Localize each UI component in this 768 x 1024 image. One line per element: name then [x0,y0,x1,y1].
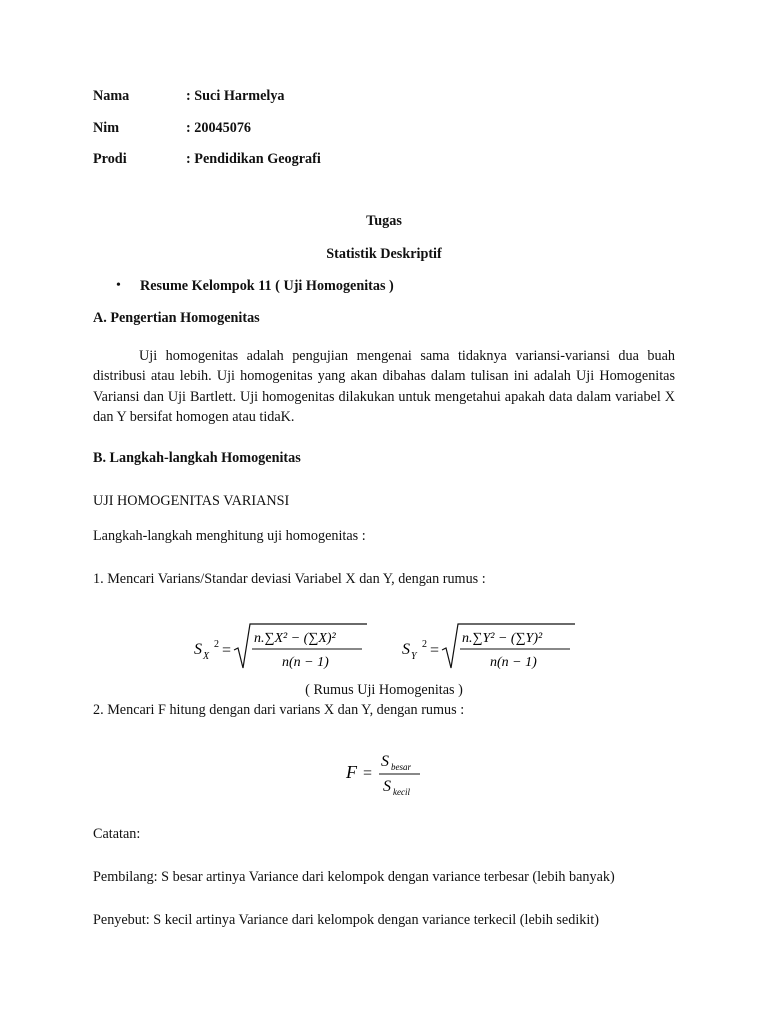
nim-label: Nim [93,120,120,136]
formula-f-num: S [381,753,389,770]
formula-f-den-sub: kecil [393,787,410,797]
formula-f-den: S [383,778,391,795]
formula-sy-lhs: S [402,641,410,658]
formula-f-num-sub: besar [391,762,411,772]
section-a-paragraph-text: Uji homogenitas adalah pengujian mengenai sama tidaknya variansi-variansi dua buah distribusi atau lebih. Uji homogenitas yang akan dibahas dalam tulisan ini adalah Uji Homogenitas Variansi dan Uji Bartlett. Uji homogenitas dilakukan untuk mengetahui apakah data dalam variabel X dan Y bersifat homogen atau tidaK. [93,348,675,426]
formula-sx-eq: = [222,642,232,659]
section-a-heading: A. Pengertian Homogenitas [93,310,260,326]
section-b-subheading: UJI HOMOGENITAS VARIANSI [93,493,290,509]
formula-sx-denominator: n(n − 1) [282,655,329,670]
formula-sy-denominator: n(n − 1) [490,655,537,670]
formula-sy-numerator: n.∑Y² − (∑Y)² [462,631,543,646]
step-2-text: 2. Mencari F hitung dengan dari varians X dan Y, dengan rumus : [93,702,465,718]
nim-value: : 20045076 [186,120,252,136]
step-1-text: 1. Mencari Varians/Standar deviasi Variabel X dan Y, dengan rumus : [93,571,486,587]
title-statistik: Statistik Deskriptif [326,246,442,262]
formula-sx-sub: X [203,651,210,662]
title-tugas: Tugas [366,213,402,229]
formula-f [344,750,434,798]
formula-f-eq: = [363,765,373,782]
notes-heading: Catatan: [93,826,141,842]
formula-sy-sq: 2 [422,639,427,650]
bullet-text: Resume Kelompok 11 ( Uji Homogenitas ) [140,278,394,294]
formula-sy [400,620,580,674]
nama-value: : Suci Harmelya [186,88,285,104]
formula-sx-lhs: S [194,641,202,658]
section-b-intro: Langkah-langkah menghitung uji homogenitas : [93,528,366,544]
bullet-icon: • [116,278,121,293]
formula-sx-sq: 2 [214,639,219,650]
section-a-paragraph [93,346,675,428]
notes-penyebut: Penyebut: S kecil artinya Variance dari kelompok dengan variance terkecil (lebih sedikit) [93,912,599,928]
formula-sy-eq: = [430,642,440,659]
formula-sy-sub: Y [411,651,417,662]
nama-label: Nama [93,88,130,104]
notes-pembilang: Pembilang: S besar artinya Variance dari kelompok dengan variance terbesar (lebih banyak) [93,869,615,885]
section-b-heading: B. Langkah-langkah Homogenitas [93,450,301,466]
prodi-label: Prodi [93,151,127,167]
formula-sx-numerator: n.∑X² − (∑X)² [254,631,336,646]
formula-sx [192,620,372,674]
formula-f-lhs: F [346,762,357,782]
prodi-value: : Pendidikan Geografi [186,151,321,167]
formula-caption: ( Rumus Uji Homogenitas ) [305,682,463,698]
